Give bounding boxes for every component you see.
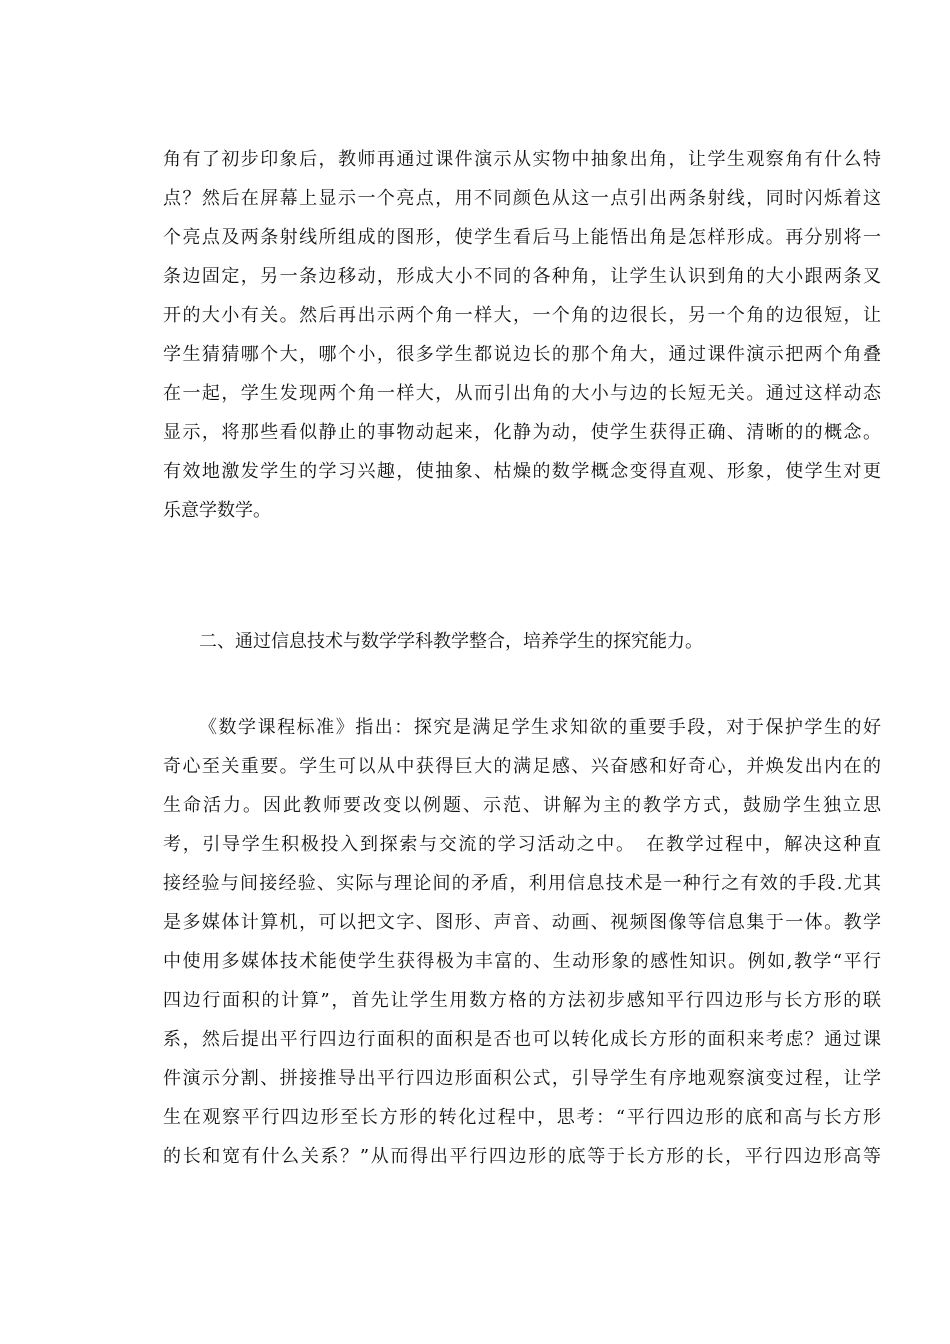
paragraph-exploration xyxy=(163,708,881,1176)
paragraph-line: 有效地激发学生的学习兴趣，使抽象、枯燥的数学概念变得直观、形象，使学生对更 xyxy=(163,461,881,482)
paragraph-line: 个亮点及两条射线所组成的图形，使学生看后马上能悟出角是怎样形成。再分别将一 xyxy=(163,227,881,248)
paragraph-line: 乐意学数学。 xyxy=(163,500,271,521)
paragraph-line: 奇心至关重要。学生可以从中获得巨大的满足感、兴奋感和好奇心，并焕发出内在的 xyxy=(163,756,881,777)
paragraph-line: 《数学课程标准》指出：探究是满足学生求知欲的重要手段，对于保护学生的好 xyxy=(199,717,881,738)
paragraph-line: 是多媒体计算机，可以把文字、图形、声音、动画、视频图像等信息集于一体。教学 xyxy=(163,912,881,933)
paragraph-line: 显示，将那些看似静止的事物动起来，化静为动，使学生获得正确、清晰的的概念。 xyxy=(163,422,881,443)
paragraph-line: 点？然后在屏幕上显示一个亮点，用不同颜色从这一点引出两条射线，同时闪烁着这 xyxy=(163,188,881,209)
paragraph-line: 四边行面积的计算”，首先让学生用数方格的方法初步感知平行四边形与长方形的联 xyxy=(163,990,881,1011)
paragraph-line: 条边固定，另一条边移动，形成大小不同的各种角，让学生认识到角的大小跟两条叉 xyxy=(163,266,881,287)
paragraph-line: 生在观察平行四边形至长方形的转化过程中，思考：“平行四边形的底和高与长方形 xyxy=(163,1107,881,1128)
paragraph-line: 在一起，学生发现两个角一样大，从而引出角的大小与边的长短无关。通过这样动态 xyxy=(163,383,881,404)
paragraph-line: 的长和宽有什么关系？”从而得出平行四边形的底等于长方形的长，平行四边形高等 xyxy=(163,1146,881,1167)
paragraph-line: 件演示分割、拼接推导出平行四边形面积公式，引导学生有序地观察演变过程，让学 xyxy=(163,1068,881,1089)
paragraph-line: 考，引导学生积极投入到探索与交流的学习活动之中。 在教学过程中，解决这种直 xyxy=(163,834,881,855)
paragraph-line: 中使用多媒体技术能使学生获得极为丰富的、生动形象的感性知识。例如,教学“平行 xyxy=(163,951,881,972)
paragraph-line: 系，然后提出平行四边行面积的面积是否也可以转化成长方形的面积来考虑？通过课 xyxy=(163,1029,881,1050)
paragraph-line: 学生猜猜哪个大，哪个小，很多学生都说边长的那个角大，通过课件演示把两个角叠 xyxy=(163,344,881,365)
paragraph-line: 角有了初步印象后，教师再通过课件演示从实物中抽象出角，让学生观察角有什么特 xyxy=(163,149,881,170)
paragraph-line: 开的大小有关。然后再出示两个角一样大，一个角的边很长，另一个角的边很短，让 xyxy=(163,305,881,326)
paragraph-line: 接经验与间接经验、实际与理论间的矛盾，利用信息技术是一种行之有效的手段.尤其 xyxy=(163,873,881,894)
paragraph-angle-demo xyxy=(163,140,881,530)
section-heading xyxy=(163,622,881,661)
paragraph-line: 生命活力。因此教师要改变以例题、示范、讲解为主的教学方式，鼓励学生独立思 xyxy=(163,795,881,816)
section-heading-text: 二、通过信息技术与数学学科教学整合，培养学生的探究能力。 xyxy=(199,631,703,652)
